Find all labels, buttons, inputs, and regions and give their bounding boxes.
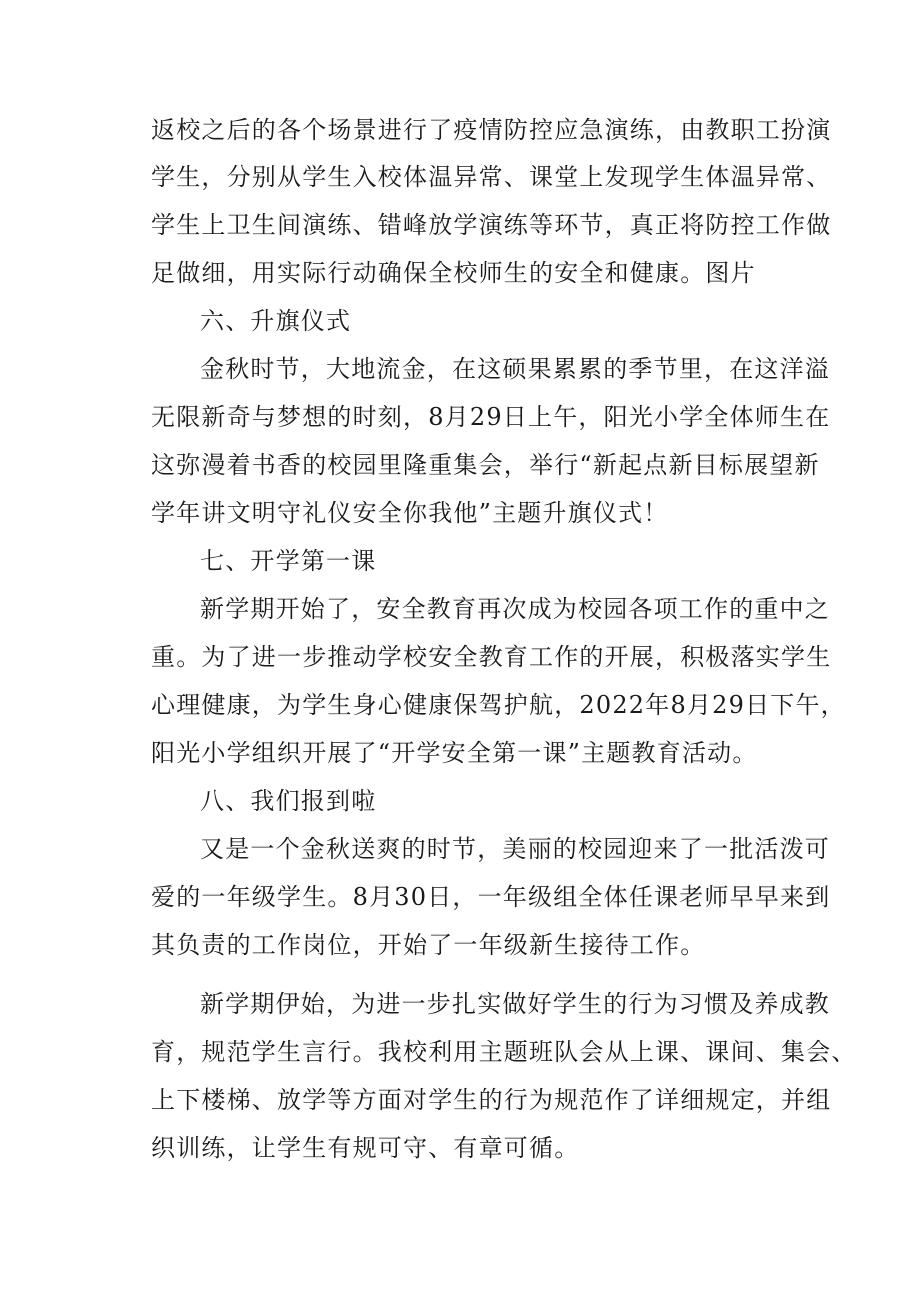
paragraph-line: 重。为了进一步推动学校安全教育工作的开展，积极落实学生 xyxy=(151,643,832,671)
paragraph-line: 其负责的工作岗位，开始了一年级新生接待工作。 xyxy=(151,931,706,959)
paragraph-line: 金秋时节，大地流金，在这硕果累累的季节里，在这洋溢 xyxy=(200,355,830,383)
paragraph-line: 育，规范学生言行。我校利用主题班队会从上课、课间、集会、 xyxy=(151,1038,857,1066)
section-heading: 七、开学第一课 xyxy=(200,547,377,575)
section-heading: 六、升旗仪式 xyxy=(200,307,352,335)
paragraph-line: 新学期开始了，安全教育再次成为校园各项工作的重中之 xyxy=(200,595,830,623)
paragraph-line: 心理健康，为学生身心健康保驾护航，2022年8月29日下午， xyxy=(151,691,846,719)
paragraph-line: 学生上卫生间演练、错峰放学演练等环节，真正将防控工作做 xyxy=(151,211,832,239)
paragraph-line: 这弥漫着书香的校园里隆重集会，举行“新起点新目标展望新 xyxy=(151,451,820,479)
paragraph-line: 新学期伊始，为进一步扎实做好学生的行为习惯及养成教 xyxy=(200,990,830,1018)
paragraph-line: 学生，分别从学生入校体温异常、课堂上发现学生体温异常、 xyxy=(151,163,832,191)
paragraph-line: 上下楼梯、放学等方面对学生的行为规范作了详细规定，并组 xyxy=(151,1086,832,1114)
paragraph-line: 足做细，用实际行动确保全校师生的安全和健康。图片 xyxy=(151,259,756,287)
paragraph-line: 学年讲文明守礼仪安全你我他”主题升旗仪式！ xyxy=(151,499,669,527)
paragraph-line: 无限新奇与梦想的时刻，8月29日上午，阳光小学全体师生在 xyxy=(151,403,831,431)
paragraph-line: 爱的一年级学生。8月30日，一年级组全体任课老师早早来到 xyxy=(151,883,831,911)
section-heading: 八、我们报到啦 xyxy=(200,787,377,815)
paragraph-line: 阳光小学组织开展了“开学安全第一课”主题教育活动。 xyxy=(151,739,758,767)
paragraph-line: 返校之后的各个场景进行了疫情防控应急演练，由教职工扮演 xyxy=(151,116,832,144)
paragraph-line: 织训练，让学生有规可守、有章可循。 xyxy=(151,1134,580,1162)
paragraph-line: 又是一个金秋送爽的时节，美丽的校园迎来了一批活泼可 xyxy=(200,835,830,863)
